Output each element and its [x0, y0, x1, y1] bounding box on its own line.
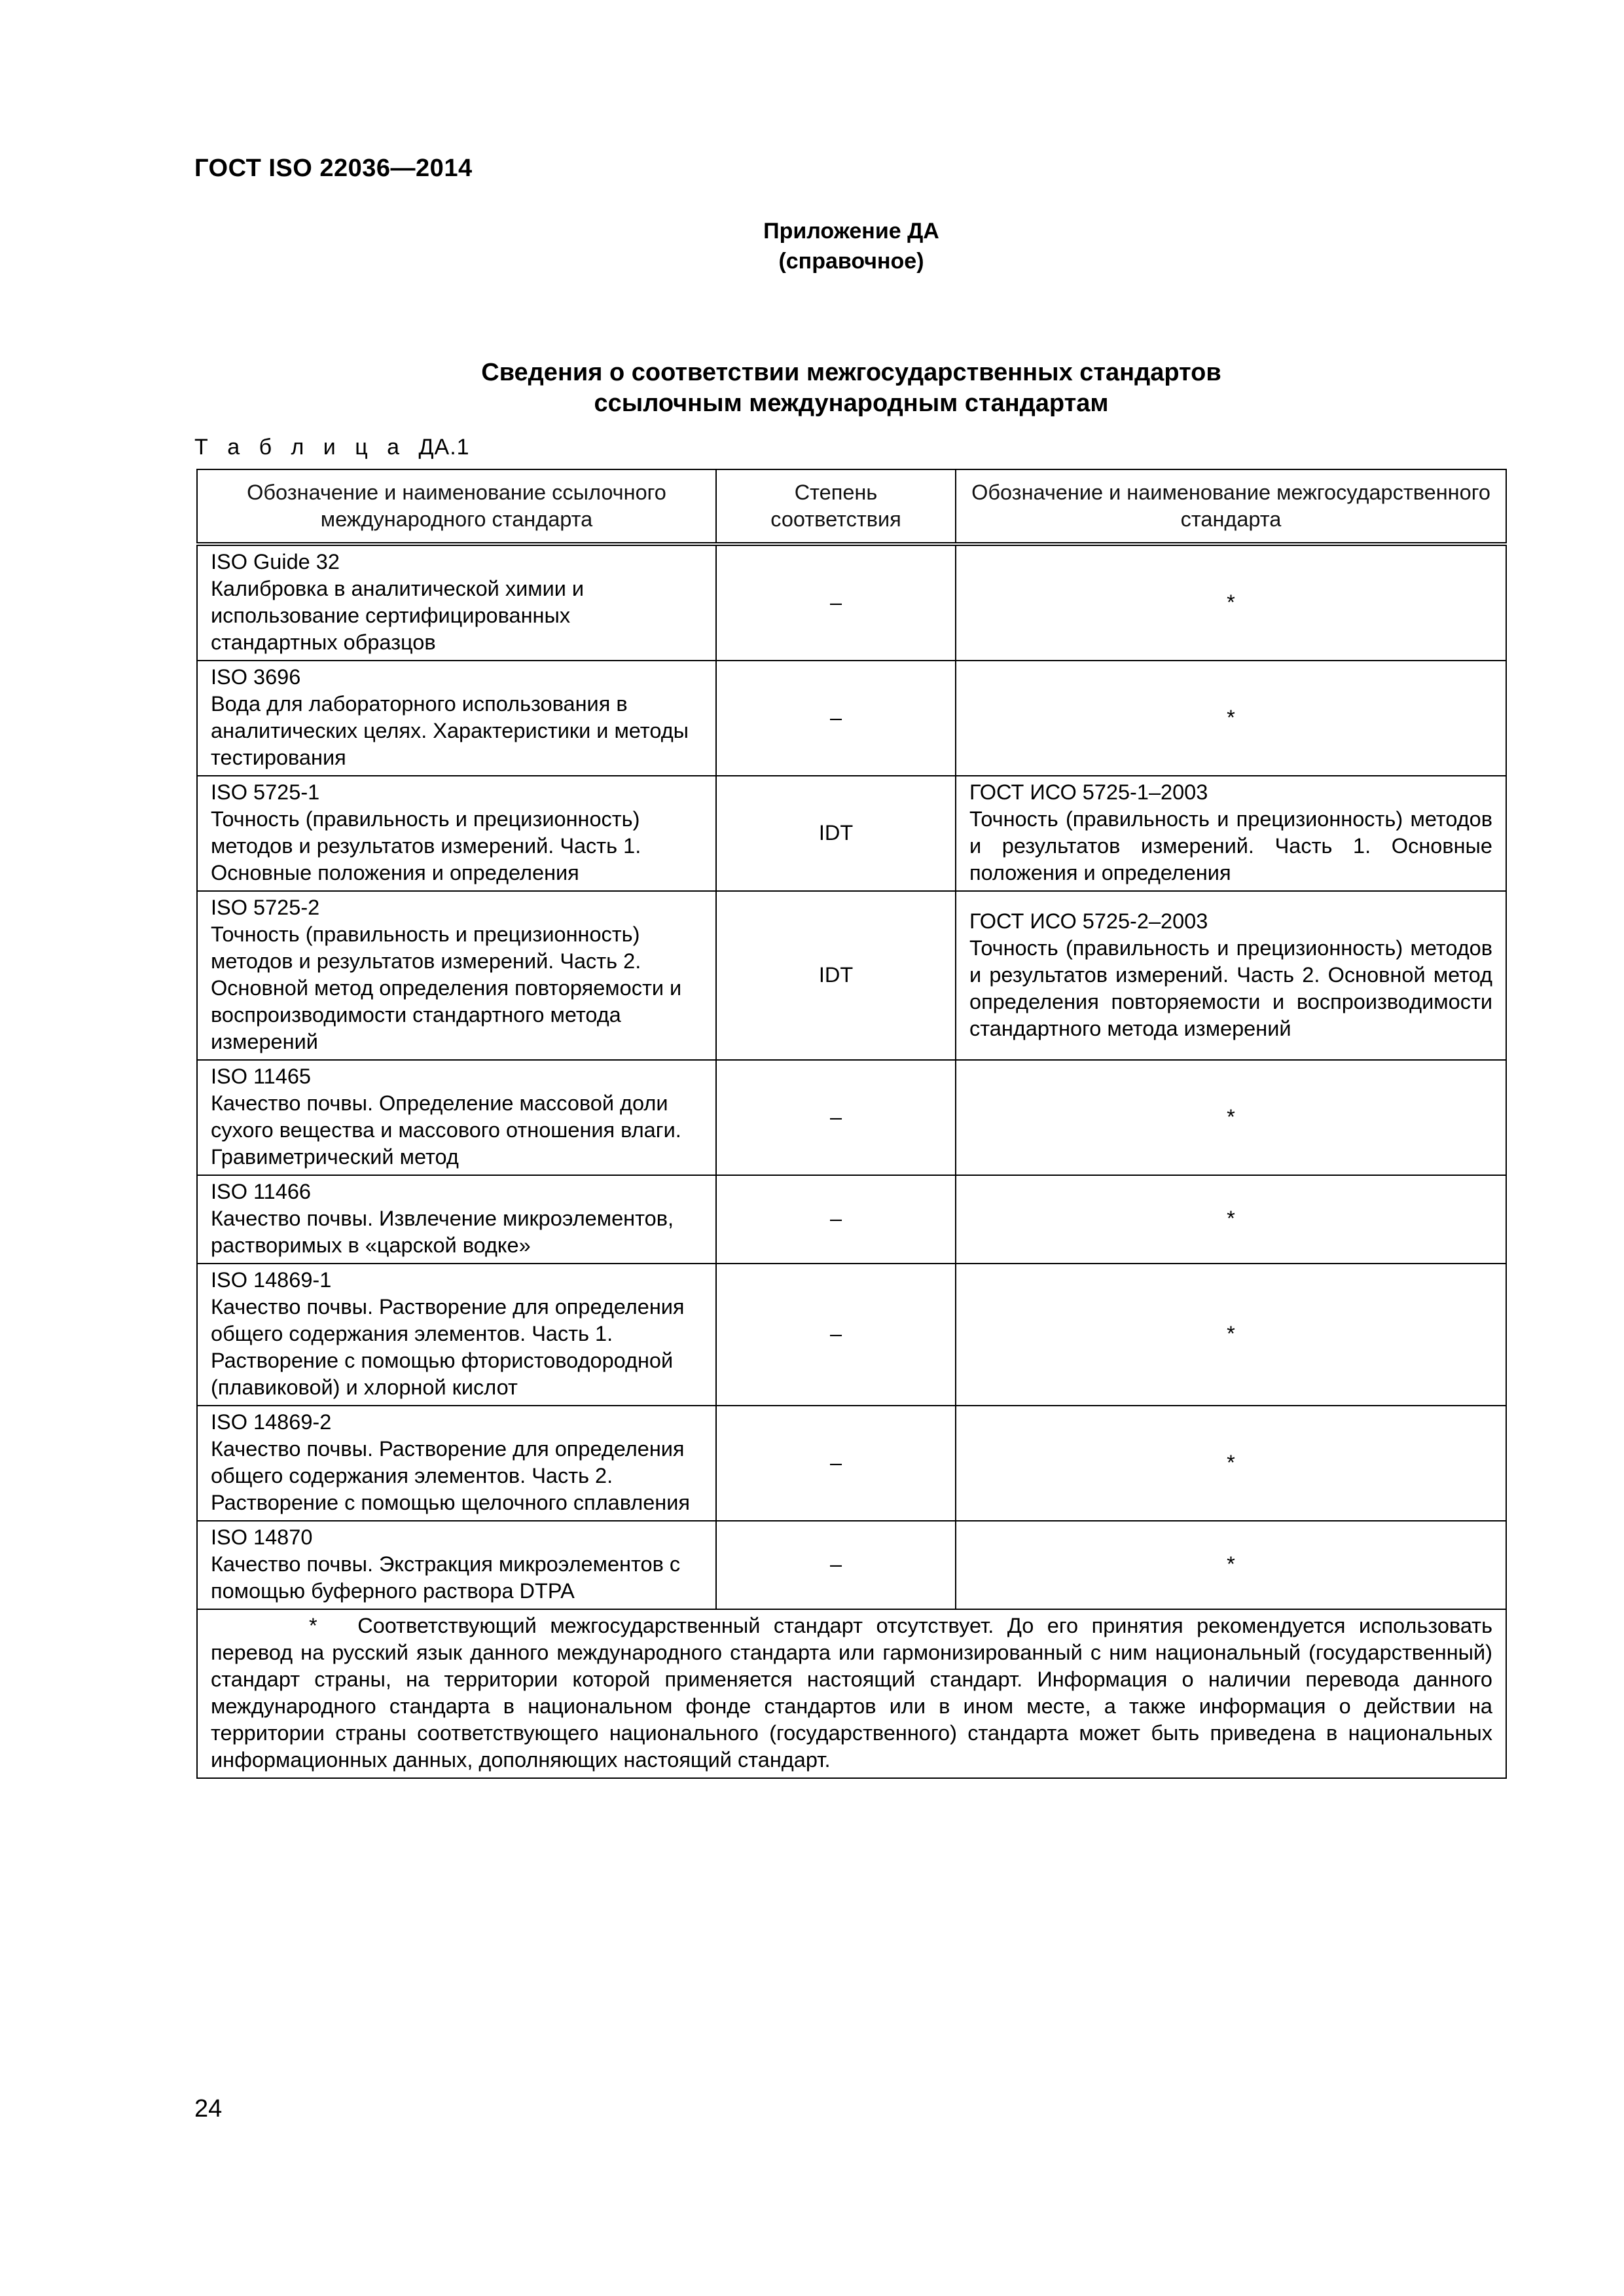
reference-standard-title: Качество почвы. Определение массовой доли сухого вещества и массового отношения влаги. Гравиметрический метод [211, 1091, 681, 1169]
reference-standard-title: Вода для лабораторного использования в аналитических целях. Характеристики и методы тестирования [211, 692, 689, 769]
header-international-standard: Обозначение и наименование ссылочного международного стандарта [197, 469, 716, 544]
reference-standard-title: Точность (правильность и прецизионность) методов и результатов измерений. Часть 2. Основной метод определения повторяемости и воспроизводимости стандартного метода измерений [211, 922, 682, 1053]
standards-correspondence-table [196, 469, 1507, 1779]
table-row [197, 776, 1506, 891]
footnote-mark: * [309, 1614, 317, 1637]
reference-standard-cell [197, 891, 716, 1060]
table-number: ДА.1 [418, 435, 470, 460]
footnote-text: Соответствующий межгосударственный стандарт отсутствует. До его принятия рекомендуется использовать перевод на русский язык данного международного стандарта или гармонизированный с ним национальный (государственный) стандарт страны, на территории которой применяется настоящий стандарт. Информация о наличии перевода данного международного стандарта в национальном фонде стандартов или в ином месте, а также информация о действии на территории страны соответствующего национального (государственного) стандарта может быть приведена в национальных информационных данных, дополняющих настоящий стандарт. [211, 1614, 1492, 1772]
reference-standard-cell [197, 544, 716, 661]
reference-standard-cell [197, 776, 716, 891]
document-id-header: ГОСТ ISO 22036—2014 [194, 155, 473, 182]
interstate-standard-cell [956, 776, 1506, 891]
degree-cell: – [716, 1406, 956, 1521]
reference-standard-title: Качество почвы. Извлечение микроэлементов, растворимых в «царской водке» [211, 1207, 674, 1257]
page-number: 24 [194, 2095, 223, 2123]
reference-standard-cell [197, 1060, 716, 1175]
appendix-heading [0, 216, 1624, 276]
interstate-standard-cell: * [956, 1521, 1506, 1609]
degree-cell: IDT [716, 891, 956, 1060]
degree-cell: – [716, 1060, 956, 1175]
section-title-line-1: Сведения о соответствии межгосударственных стандартов [481, 359, 1221, 386]
reference-standard-code: ISO 14869-2 [211, 1410, 332, 1434]
table-row [197, 1521, 1506, 1609]
reference-standard-title: Точность (правильность и прецизионность) методов и результатов измерений. Часть 1. Основные положения и определения [211, 807, 641, 884]
interstate-standard-cell: * [956, 1264, 1506, 1406]
interstate-standard-code: ГОСТ ИСО 5725-2–2003 [969, 909, 1208, 933]
appendix-subtitle: (справочное) [778, 249, 924, 274]
reference-standard-cell [197, 1521, 716, 1609]
reference-standard-title: Качество почвы. Растворение для определения общего содержания элементов. Часть 1. Растворение с помощью фтористоводородной (плавиковой) и хлорной кислот [211, 1295, 685, 1399]
interstate-standard-cell: * [956, 544, 1506, 661]
degree-cell: IDT [716, 776, 956, 891]
interstate-standard-cell: * [956, 1175, 1506, 1264]
degree-cell: – [716, 1175, 956, 1264]
table-row [197, 1175, 1506, 1264]
reference-standard-code: ISO Guide 32 [211, 550, 340, 574]
table-row [197, 1060, 1506, 1175]
reference-standard-code: ISO 14870 [211, 1525, 313, 1549]
reference-standard-cell [197, 661, 716, 776]
degree-cell: – [716, 544, 956, 661]
table-header-row [197, 469, 1506, 544]
table-footnote-row [197, 1609, 1506, 1778]
table-label-word: Т а б л и ц а [194, 435, 406, 460]
appendix-title: Приложение ДА [763, 219, 939, 244]
section-title-line-2: ссылочным международным стандартам [594, 390, 1109, 417]
reference-standard-title: Качество почвы. Растворение для определения общего содержания элементов. Часть 2. Растворение с помощью щелочного сплавления [211, 1437, 690, 1514]
interstate-standard-cell [956, 891, 1506, 1060]
reference-standard-cell [197, 1264, 716, 1406]
interstate-standard-code: ГОСТ ИСО 5725-1–2003 [969, 780, 1208, 804]
reference-standard-code: ISO 5725-2 [211, 896, 320, 919]
interstate-standard-cell: * [956, 661, 1506, 776]
header-degree-of-correspondence: Степень соответствия [716, 469, 956, 544]
interstate-standard-cell: * [956, 1060, 1506, 1175]
degree-cell: – [716, 661, 956, 776]
table-row [197, 661, 1506, 776]
table-row [197, 544, 1506, 661]
interstate-standard-title: Точность (правильность и прецизионность) методов и результатов измерений. Часть 1. Основные положения и определения [969, 807, 1492, 884]
table-row [197, 891, 1506, 1060]
header-interstate-standard: Обозначение и наименование межгосударственного стандарта [956, 469, 1506, 544]
reference-standard-cell [197, 1175, 716, 1264]
reference-standard-title: Калибровка в аналитической химии и использование сертифицированных стандартных образцов [211, 577, 585, 654]
section-title [0, 357, 1624, 419]
reference-standard-code: ISO 11465 [211, 1065, 311, 1088]
reference-standard-code: ISO 14869-1 [211, 1268, 332, 1292]
reference-standard-code: ISO 3696 [211, 665, 301, 689]
interstate-standard-cell: * [956, 1406, 1506, 1521]
reference-standard-code: ISO 11466 [211, 1180, 311, 1203]
interstate-standard-title: Точность (правильность и прецизионность) методов и результатов измерений. Часть 2. Основной метод определения повторяемости и воспроизводимости стандартного метода измерений [969, 936, 1492, 1040]
reference-standard-code: ISO 5725-1 [211, 780, 320, 804]
table-footnote [197, 1609, 1506, 1778]
table-row [197, 1406, 1506, 1521]
table-label [194, 435, 470, 460]
table-row [197, 1264, 1506, 1406]
reference-standard-cell [197, 1406, 716, 1521]
reference-standard-title: Качество почвы. Экстракция микроэлементов с помощью буферного раствора DTPA [211, 1552, 681, 1603]
degree-cell: – [716, 1264, 956, 1406]
degree-cell: – [716, 1521, 956, 1609]
